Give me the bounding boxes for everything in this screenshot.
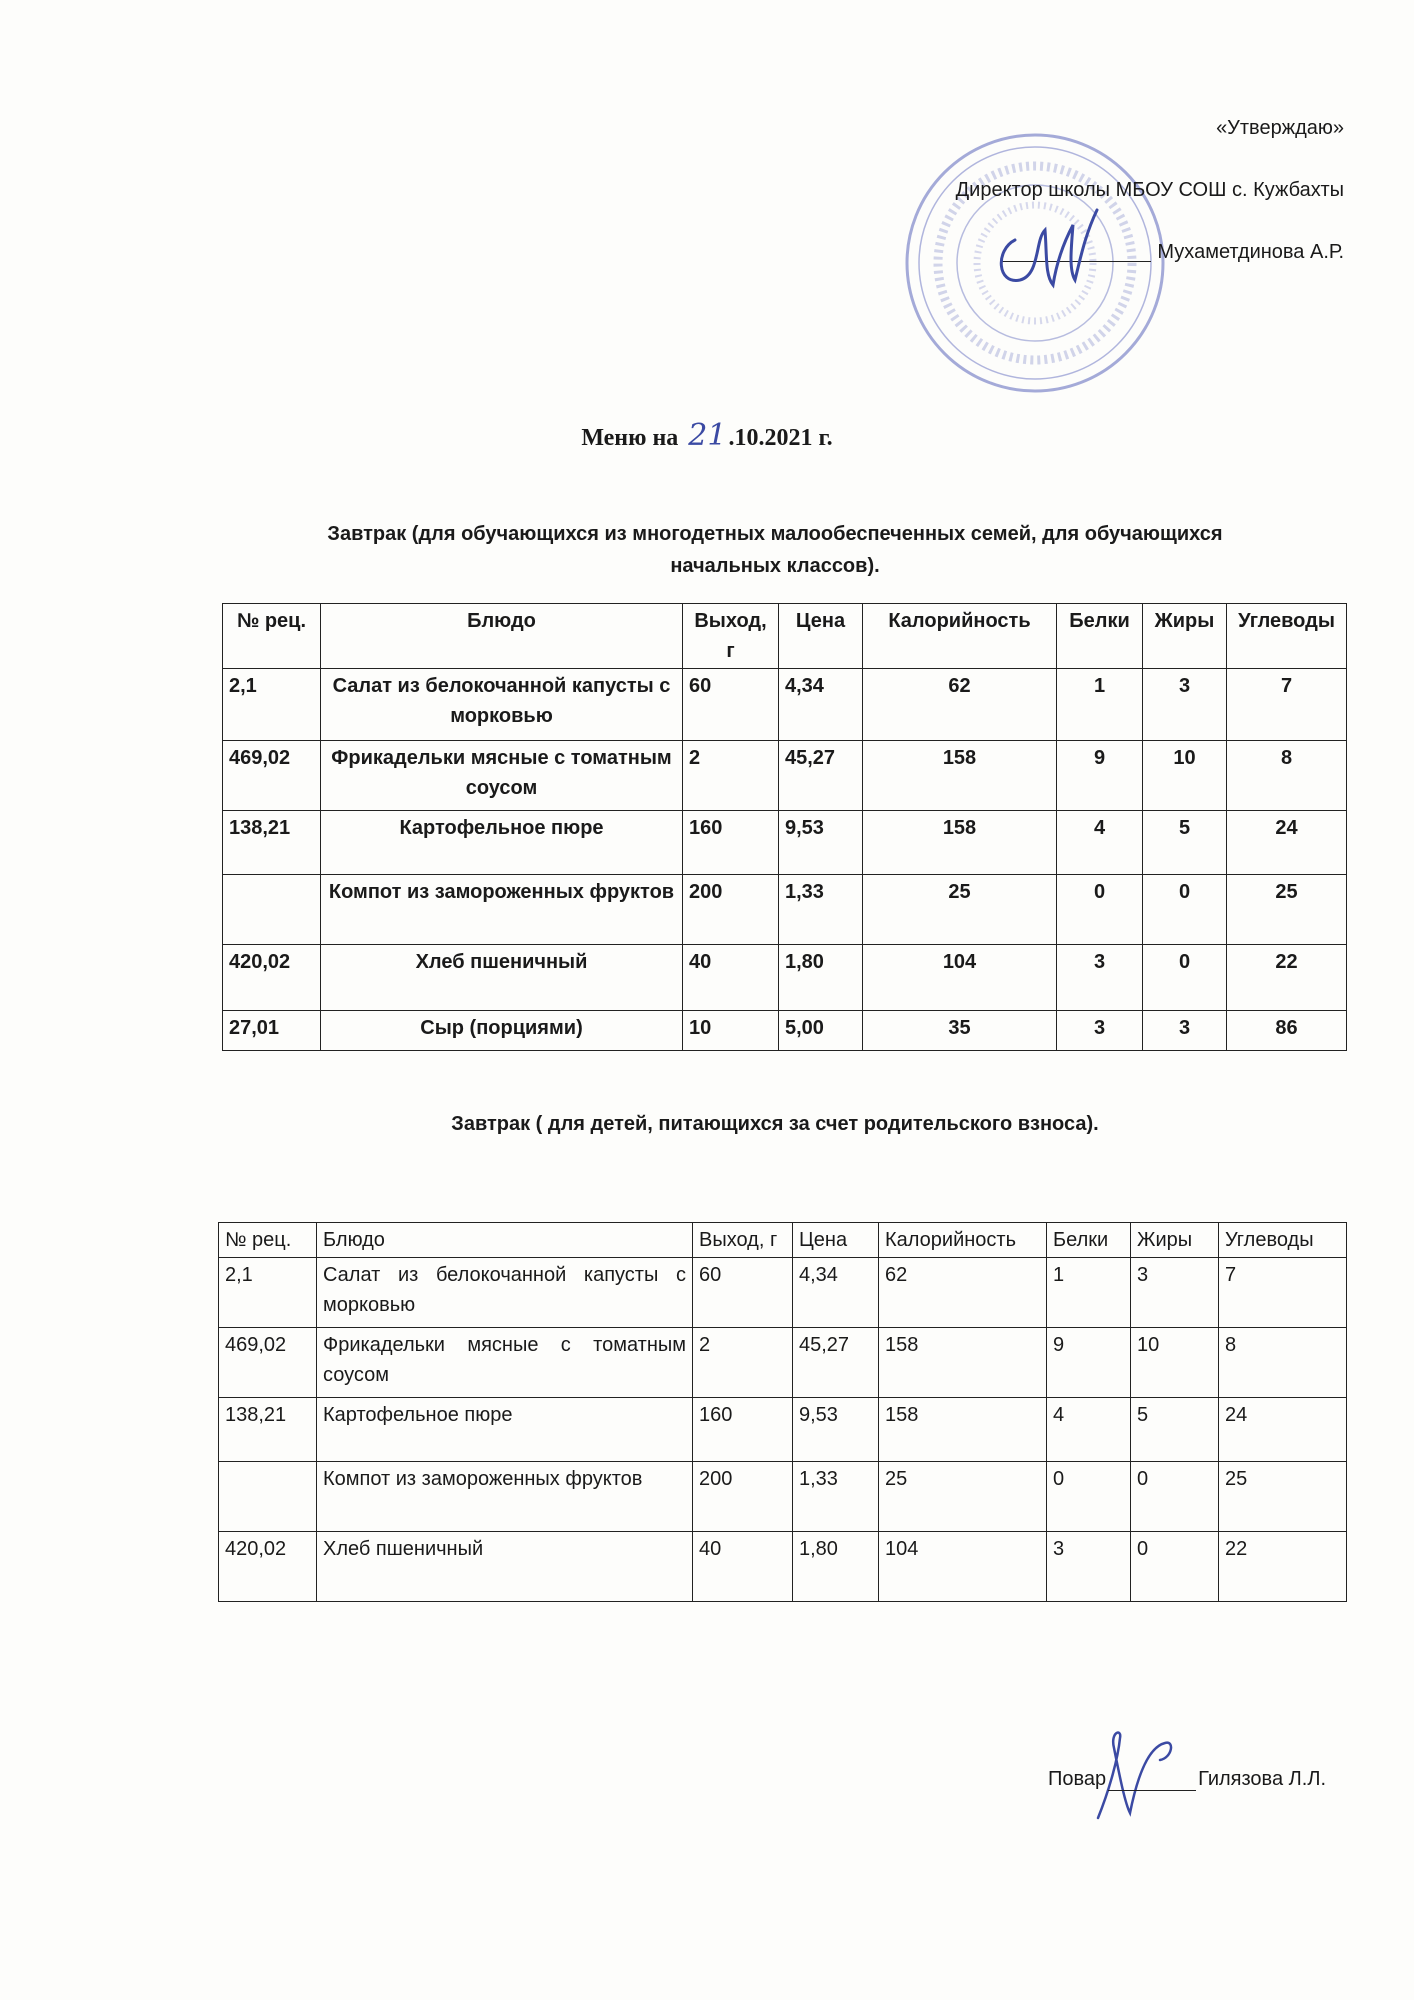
section2-subtitle: Завтрак ( для детей, питающихся за счет родительского взноса).: [451, 1113, 1099, 1135]
table-header-row: [219, 1223, 1347, 1258]
cell-carbs: 7: [1219, 1258, 1347, 1328]
table-header-row: [223, 604, 1347, 669]
cell-carbs: 22: [1227, 945, 1347, 1011]
header-fats: Жиры: [1131, 1223, 1219, 1258]
cell-rec: 138,21: [223, 811, 321, 875]
menu-title: [0, 418, 1414, 453]
cell-fats: 0: [1143, 875, 1227, 945]
cook-label: Повар: [1047, 1768, 1107, 1790]
cell-dish: Хлеб пшеничный: [317, 1532, 693, 1602]
cell-output: 60: [693, 1258, 793, 1328]
table-row: [223, 1011, 1347, 1051]
cell-rec: 420,02: [223, 945, 321, 1011]
cell-fats: 3: [1143, 1011, 1227, 1051]
cell-carbs: 8: [1227, 741, 1347, 811]
cell-proteins: 4: [1057, 811, 1143, 875]
cell-dish: Фрикадельки мясные с томатным соусом: [321, 741, 683, 811]
header-fats: Жиры: [1143, 604, 1227, 669]
cell-calories: 62: [879, 1258, 1047, 1328]
cell-proteins: 9: [1057, 741, 1143, 811]
cell-price: 4,34: [779, 669, 863, 741]
table-row: [223, 669, 1347, 741]
cell-dish: Салат из белокочанной капусты с морковью: [317, 1258, 693, 1328]
cell-price: 1,33: [793, 1462, 879, 1532]
cell-rec: 27,01: [223, 1011, 321, 1051]
cell-calories: 25: [879, 1462, 1047, 1532]
cook-name: Гилязова Л.Л.: [1198, 1768, 1326, 1790]
cell-proteins: 3: [1057, 945, 1143, 1011]
cell-fats: 0: [1131, 1462, 1219, 1532]
cell-dish: Хлеб пшеничный: [321, 945, 683, 1011]
cell-price: 45,27: [793, 1328, 879, 1398]
cell-dish: Фрикадельки мясные с томатным соусом: [317, 1328, 693, 1398]
cell-output: 60: [683, 669, 779, 741]
table-row: [223, 945, 1347, 1011]
menu-title-suffix: .10.2021 г.: [728, 425, 833, 451]
header-carbs: Углеводы: [1219, 1223, 1347, 1258]
cell-output: 160: [683, 811, 779, 875]
header-price: Цена: [779, 604, 863, 669]
cell-rec: 469,02: [223, 741, 321, 811]
table-row: [223, 875, 1347, 945]
cell-rec: 420,02: [219, 1532, 317, 1602]
cell-rec: 2,1: [223, 669, 321, 741]
cell-proteins: 1: [1047, 1258, 1131, 1328]
header-price: Цена: [793, 1223, 879, 1258]
approve-label: «Утверждаю»: [1216, 117, 1344, 139]
cell-fats: 3: [1131, 1258, 1219, 1328]
cell-rec: 2,1: [219, 1258, 317, 1328]
section1-subtitle: [230, 518, 1320, 582]
table-row: [219, 1532, 1347, 1602]
header-calories: Калорийность: [863, 604, 1057, 669]
header-dish: Блюдо: [317, 1223, 693, 1258]
cell-fats: 0: [1143, 945, 1227, 1011]
header-carbs: Углеводы: [1227, 604, 1347, 669]
cell-output: 40: [693, 1532, 793, 1602]
cell-price: 45,27: [779, 741, 863, 811]
table-row: [219, 1328, 1347, 1398]
cell-calories: 158: [879, 1398, 1047, 1462]
cell-proteins: 0: [1047, 1462, 1131, 1532]
menu-date-day: 21: [688, 418, 727, 453]
cell-fats: 5: [1131, 1398, 1219, 1462]
cell-proteins: 1: [1057, 669, 1143, 741]
cell-price: 4,34: [793, 1258, 879, 1328]
cell-fats: 0: [1131, 1532, 1219, 1602]
cell-dish: Картофельное пюре: [317, 1398, 693, 1462]
cook-underline: [1108, 1790, 1196, 1791]
cook-signature-line: [1048, 1768, 1326, 1791]
section1-subtitle-line2: начальных классов).: [670, 555, 880, 577]
cell-output: 200: [693, 1462, 793, 1532]
header-calories: Калорийность: [879, 1223, 1047, 1258]
cell-price: 1,80: [779, 945, 863, 1011]
cell-calories: 158: [879, 1328, 1047, 1398]
cell-carbs: 25: [1219, 1462, 1347, 1532]
header-proteins: Белки: [1047, 1223, 1131, 1258]
cell-calories: 104: [879, 1532, 1047, 1602]
cell-proteins: 0: [1057, 875, 1143, 945]
director-name: Мухаметдинова А.Р.: [1157, 241, 1344, 263]
table-row: [219, 1258, 1347, 1328]
cell-rec: [219, 1462, 317, 1532]
cell-proteins: 3: [1047, 1532, 1131, 1602]
cell-price: 5,00: [779, 1011, 863, 1051]
cell-price: 9,53: [793, 1398, 879, 1462]
cell-carbs: 86: [1227, 1011, 1347, 1051]
cell-proteins: 9: [1047, 1328, 1131, 1398]
cell-rec: 138,21: [219, 1398, 317, 1462]
cell-price: 1,33: [779, 875, 863, 945]
cell-proteins: 3: [1057, 1011, 1143, 1051]
cell-carbs: 8: [1219, 1328, 1347, 1398]
cell-fats: 10: [1131, 1328, 1219, 1398]
cell-output: 160: [693, 1398, 793, 1462]
table-row: [219, 1462, 1347, 1532]
section1-subtitle-line1: Завтрак (для обучающихся из многодетных малообеспеченных семей, для обучающихся: [327, 523, 1223, 545]
cell-calories: 104: [863, 945, 1057, 1011]
cell-calories: 35: [863, 1011, 1057, 1051]
cell-carbs: 25: [1227, 875, 1347, 945]
cell-output: 40: [683, 945, 779, 1011]
header-output: Выход, г: [683, 604, 779, 669]
table-row: [219, 1398, 1347, 1462]
cell-output: 200: [683, 875, 779, 945]
cell-dish: Компот из замороженных фруктов: [321, 875, 683, 945]
cell-calories: 158: [863, 741, 1057, 811]
cell-proteins: 4: [1047, 1398, 1131, 1462]
cell-carbs: 24: [1227, 811, 1347, 875]
cell-calories: 62: [863, 669, 1057, 741]
cell-dish: Салат из белокочанной капусты с морковью: [321, 669, 683, 741]
cell-output: 2: [683, 741, 779, 811]
cell-carbs: 7: [1227, 669, 1347, 741]
cell-rec: [223, 875, 321, 945]
cell-dish: Сыр (порциями): [321, 1011, 683, 1051]
header-rec: № рец.: [219, 1223, 317, 1258]
table-row: [223, 741, 1347, 811]
cell-carbs: 22: [1219, 1532, 1347, 1602]
cell-carbs: 24: [1219, 1398, 1347, 1462]
cell-fats: 5: [1143, 811, 1227, 875]
menu-table-paid: [218, 1222, 1347, 1602]
director-position: Директор школы МБОУ СОШ с. Кужбахты: [955, 179, 1344, 201]
header-rec: № рец.: [223, 604, 321, 669]
cell-dish: Картофельное пюре: [321, 811, 683, 875]
cell-fats: 3: [1143, 669, 1227, 741]
cell-fats: 10: [1143, 741, 1227, 811]
director-signature: [985, 200, 1105, 300]
header-dish: Блюдо: [321, 604, 683, 669]
cell-price: 1,80: [793, 1532, 879, 1602]
header-output: Выход, г: [693, 1223, 793, 1258]
cell-dish: Компот из замороженных фруктов: [317, 1462, 693, 1532]
table-row: [223, 811, 1347, 875]
menu-title-prefix: Меню на: [581, 425, 679, 451]
cell-rec: 469,02: [219, 1328, 317, 1398]
menu-table-benefit: [222, 603, 1347, 1051]
cell-calories: 158: [863, 811, 1057, 875]
header-proteins: Белки: [1057, 604, 1143, 669]
cell-price: 9,53: [779, 811, 863, 875]
cell-calories: 25: [863, 875, 1057, 945]
cell-output: 10: [683, 1011, 779, 1051]
cell-output: 2: [693, 1328, 793, 1398]
